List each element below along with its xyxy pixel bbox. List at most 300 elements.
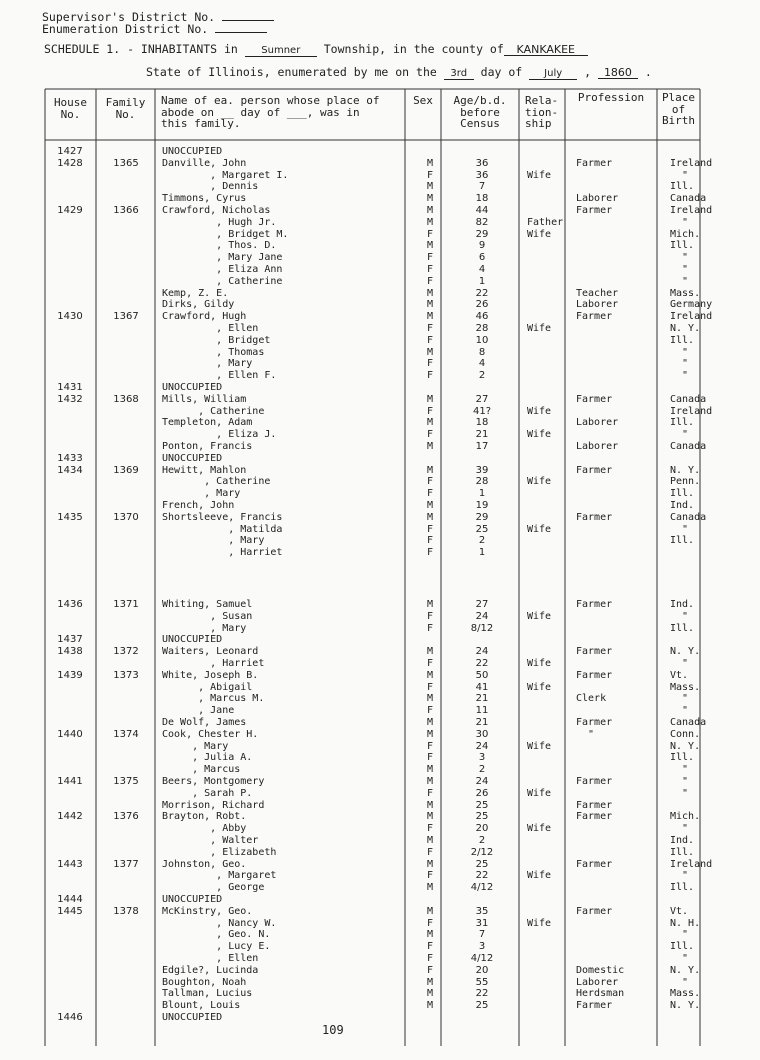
table-row <box>0 488 760 500</box>
birthplace-cell: Mass. <box>670 682 701 693</box>
family-cell: 1377 <box>113 859 139 870</box>
year-value: 1860 <box>598 67 638 79</box>
name-cell: Johnston, Geo. <box>162 859 247 870</box>
house-cell: 1444 <box>57 894 83 905</box>
name-cell: , Margaret I. <box>162 170 289 181</box>
table-row <box>0 611 760 623</box>
birthplace-cell: " <box>670 705 689 716</box>
birthplace-cell: " <box>670 370 689 381</box>
day-value: 3rd <box>444 68 474 80</box>
sex-cell: M <box>426 193 434 204</box>
birthplace-cell: Ireland <box>670 311 713 322</box>
sex-cell: M <box>426 906 434 917</box>
month-value: July <box>529 68 577 80</box>
sex-cell: F <box>426 335 434 346</box>
age-cell: 22 <box>475 288 489 299</box>
sex-cell: M <box>426 717 434 728</box>
name-cell: Morrison, Richard <box>162 800 265 811</box>
name-cell: , Harriet <box>162 658 265 669</box>
birthplace-cell: Ill. <box>670 417 695 428</box>
age-cell: 35 <box>475 906 489 917</box>
table-row <box>0 382 760 394</box>
family-cell: 1372 <box>113 646 139 657</box>
age-cell: 24 <box>475 611 489 622</box>
relationship-cell: Wife <box>527 918 552 929</box>
house-cell: 1445 <box>57 906 83 917</box>
column-header-family: Family No. <box>105 96 146 121</box>
sex-cell: M <box>426 670 434 681</box>
age-cell: 41? <box>472 406 492 417</box>
name-cell: , Ellen <box>162 953 259 964</box>
table-row <box>0 547 760 559</box>
name-cell: French, John <box>162 500 235 511</box>
family-cell: 1365 <box>113 158 139 169</box>
name-cell: , Mary <box>162 535 265 546</box>
table-row <box>0 670 760 682</box>
table-row <box>0 181 760 193</box>
table-row <box>0 870 760 882</box>
relationship-cell: Wife <box>527 870 552 881</box>
table-row <box>0 276 760 288</box>
name-cell: , Bridget M. <box>162 229 289 240</box>
profession-cell: Laborer <box>576 977 619 988</box>
name-cell: , Abigail <box>162 682 253 693</box>
birthplace-cell: Ireland <box>670 158 713 169</box>
profession-cell: Farmer <box>576 906 613 917</box>
age-cell: 7 <box>478 181 486 192</box>
profession-cell: Farmer <box>576 1000 613 1011</box>
family-cell: 1376 <box>113 811 139 822</box>
birthplace-cell: Canada <box>670 193 707 204</box>
age-cell: 27 <box>475 394 489 405</box>
table-row <box>0 788 760 800</box>
column-header-sex: Sex <box>413 94 433 107</box>
birthplace-cell: Ill. <box>670 181 695 192</box>
name-cell: Waiters, Leonard <box>162 646 259 657</box>
name-cell: , Mary <box>162 358 253 369</box>
sex-cell: M <box>426 181 434 192</box>
age-cell: 25 <box>475 800 489 811</box>
table-row <box>0 717 760 729</box>
sex-cell: F <box>426 535 434 546</box>
age-cell: 27 <box>475 599 489 610</box>
birthplace-cell: " <box>670 870 689 881</box>
age-cell: 2 <box>478 535 486 546</box>
name-cell: , Eliza Ann <box>162 264 283 275</box>
table-row <box>0 764 760 776</box>
sex-cell: F <box>426 741 434 752</box>
sex-cell: F <box>426 823 434 834</box>
table-row <box>0 705 760 717</box>
age-cell: 28 <box>475 323 489 334</box>
sex-cell: M <box>426 646 434 657</box>
sex-cell: M <box>426 977 434 988</box>
sex-cell: M <box>426 158 434 169</box>
profession-cell: Laborer <box>576 441 619 452</box>
name-cell: Blount, Louis <box>162 1000 241 1011</box>
table-row <box>0 929 760 941</box>
birthplace-cell: Mich. <box>670 229 701 240</box>
house-cell: 1439 <box>57 670 83 681</box>
relationship-cell: Wife <box>527 741 552 752</box>
name-cell: Crawford, Hugh <box>162 311 247 322</box>
name-cell: , Geo. N. <box>162 929 271 940</box>
table-row <box>0 811 760 823</box>
name-cell: , George <box>162 882 265 893</box>
birthplace-cell: N. Y. <box>670 741 701 752</box>
sex-cell: M <box>426 729 434 740</box>
profession-cell: Herdsman <box>576 988 625 999</box>
sex-cell: M <box>426 800 434 811</box>
table-row <box>0 252 760 264</box>
name-cell: Templeton, Adam <box>162 417 253 428</box>
age-cell: 10 <box>475 335 489 346</box>
table-row <box>0 323 760 335</box>
table-row <box>0 535 760 547</box>
name-cell: , Matilda <box>162 524 283 535</box>
sex-cell: F <box>426 658 434 669</box>
relationship-cell: Wife <box>527 323 552 334</box>
house-cell: 1441 <box>57 776 83 787</box>
name-cell: UNOCCUPIED <box>162 382 223 393</box>
birthplace-cell: Ill. <box>670 882 695 893</box>
age-cell: 7 <box>478 929 486 940</box>
name-cell: , Eliza J. <box>162 429 277 440</box>
birthplace-cell: Canada <box>670 394 707 405</box>
name-cell: , Harriet <box>162 547 283 558</box>
age-cell: 22 <box>475 658 489 669</box>
house-cell: 1429 <box>57 205 83 216</box>
age-cell: 55 <box>475 977 489 988</box>
birthplace-cell: " <box>670 264 689 275</box>
schedule-line: SCHEDULE 1. - INHABITANTS in Sumner Township, in the county of KANKAKEE <box>44 43 588 57</box>
name-cell: , Walter <box>162 835 259 846</box>
relationship-cell: Wife <box>527 170 552 181</box>
birthplace-cell: Conn. <box>670 729 701 740</box>
sex-cell: M <box>426 835 434 846</box>
sex-cell: F <box>426 965 434 976</box>
sex-cell: F <box>426 170 434 181</box>
table-row <box>0 847 760 859</box>
name-cell: , Julia A. <box>162 752 253 763</box>
sex-cell: F <box>426 788 434 799</box>
table-row <box>0 894 760 906</box>
sex-cell: F <box>426 705 434 716</box>
house-cell: 1435 <box>57 512 83 523</box>
house-cell: 1432 <box>57 394 83 405</box>
age-cell: 4/12 <box>470 953 494 964</box>
age-cell: 82 <box>475 217 489 228</box>
name-cell: , Mary <box>162 623 247 634</box>
birthplace-cell: Ind. <box>670 500 695 511</box>
age-cell: 24 <box>475 741 489 752</box>
birthplace-cell: Ind. <box>670 599 695 610</box>
profession-cell: Farmer <box>576 646 613 657</box>
table-row <box>0 193 760 205</box>
column-header-relationship: Rela- tion- ship <box>525 94 559 130</box>
birthplace-cell: Vt. <box>670 906 689 917</box>
birthplace-cell: Mass. <box>670 988 701 999</box>
table-row <box>0 823 760 835</box>
family-cell: 1375 <box>113 776 139 787</box>
name-cell: , Ellen <box>162 323 259 334</box>
name-cell: Cook, Chester H. <box>162 729 259 740</box>
name-cell: Edgile?, Lucinda <box>162 965 259 976</box>
name-cell: White, Joseph B. <box>162 670 259 681</box>
column-header-name: Name of ea. person whose place of abode on __ day of ___, was in this family. <box>161 94 380 130</box>
age-cell: 21 <box>475 717 489 728</box>
profession-cell: Clerk <box>576 693 607 704</box>
column-header-profession: Profession <box>577 91 645 104</box>
birthplace-cell: " <box>670 347 689 358</box>
sex-cell: M <box>426 811 434 822</box>
table-row <box>0 476 760 488</box>
family-cell: 1370 <box>113 512 139 523</box>
sex-cell: F <box>426 252 434 263</box>
house-cell: 1446 <box>57 1012 83 1023</box>
sex-cell: M <box>426 288 434 299</box>
birthplace-cell: Ireland <box>670 205 713 216</box>
sex-cell: M <box>426 693 434 704</box>
house-cell: 1433 <box>57 453 83 464</box>
birthplace-cell: Ill. <box>670 623 695 634</box>
name-cell: Kemp, Z. E. <box>162 288 229 299</box>
age-cell: 36 <box>475 158 489 169</box>
name-cell: , Hugh Jr. <box>162 217 277 228</box>
table-row <box>0 217 760 229</box>
age-cell: 20 <box>475 965 489 976</box>
age-cell: 6 <box>478 252 486 263</box>
name-cell: Hewitt, Mahlon <box>162 465 247 476</box>
sex-cell: M <box>426 394 434 405</box>
profession-cell: Teacher <box>576 288 619 299</box>
sex-cell: F <box>426 524 434 535</box>
birthplace-cell: Germany <box>670 299 713 310</box>
age-cell: 3 <box>478 941 486 952</box>
table-row <box>0 988 760 1000</box>
table-row <box>0 394 760 406</box>
name-cell: Ponton, Francis <box>162 441 253 452</box>
age-cell: 44 <box>475 205 489 216</box>
profession-cell: Farmer <box>576 158 613 169</box>
birthplace-cell: " <box>670 693 689 704</box>
age-cell: 26 <box>475 299 489 310</box>
family-cell: 1368 <box>113 394 139 405</box>
profession-cell: Farmer <box>576 811 613 822</box>
name-cell: Timmons, Cyrus <box>162 193 247 204</box>
birthplace-cell: N. Y. <box>670 646 701 657</box>
state-line: State of Illinois, enumerated by me on the 3rd day of July , 1860 . <box>146 65 652 79</box>
table-row <box>0 906 760 918</box>
table-row <box>0 634 760 646</box>
sex-cell: F <box>426 358 434 369</box>
age-cell: 22 <box>475 870 489 881</box>
table-row <box>0 441 760 453</box>
age-cell: 30 <box>475 729 489 740</box>
table-row <box>0 965 760 977</box>
sex-cell: F <box>426 953 434 964</box>
column-header-birthplace: Place of Birth <box>661 91 696 127</box>
age-cell: 2/12 <box>470 847 494 858</box>
name-cell: , Abby <box>162 823 247 834</box>
column-header-house: House No. <box>53 96 88 121</box>
birthplace-cell: Canada <box>670 512 707 523</box>
relationship-cell: Father <box>527 217 564 228</box>
name-cell: , Susan <box>162 611 253 622</box>
age-cell: 50 <box>475 670 489 681</box>
table-row <box>0 146 760 158</box>
birthplace-cell: Ill. <box>670 335 695 346</box>
birthplace-cell: Canada <box>670 717 707 728</box>
age-cell: 1 <box>478 276 486 287</box>
sex-cell: F <box>426 229 434 240</box>
sex-cell: M <box>426 347 434 358</box>
sex-cell: F <box>426 323 434 334</box>
house-cell: 1427 <box>57 146 83 157</box>
table-row <box>0 205 760 217</box>
table-row <box>0 358 760 370</box>
table-row <box>0 953 760 965</box>
name-cell: De Wolf, James <box>162 717 247 728</box>
sex-cell: F <box>426 870 434 881</box>
name-cell: , Thomas <box>162 347 265 358</box>
table-row <box>0 240 760 252</box>
birthplace-cell: Ill. <box>670 488 695 499</box>
name-cell: UNOCCUPIED <box>162 894 223 905</box>
age-cell: 41 <box>475 682 489 693</box>
house-cell: 1438 <box>57 646 83 657</box>
profession-cell: " <box>576 729 595 740</box>
birthplace-cell: " <box>670 358 689 369</box>
profession-cell: Farmer <box>576 670 613 681</box>
sex-cell: M <box>426 988 434 999</box>
sex-cell: F <box>426 752 434 763</box>
name-cell: Crawford, Nicholas <box>162 205 271 216</box>
house-cell: 1430 <box>57 311 83 322</box>
table-row <box>0 370 760 382</box>
profession-cell: Domestic <box>576 965 625 976</box>
name-cell: Whiting, Samuel <box>162 599 253 610</box>
sex-cell: F <box>426 488 434 499</box>
profession-cell: Farmer <box>576 205 613 216</box>
name-cell: Shortsleeve, Francis <box>162 512 283 523</box>
relationship-cell: Wife <box>527 611 552 622</box>
table-row <box>0 693 760 705</box>
sex-cell: F <box>426 370 434 381</box>
page-number: 109 <box>322 1023 344 1037</box>
birthplace-cell: Ill. <box>670 240 695 251</box>
table-row <box>0 882 760 894</box>
sex-cell: F <box>426 476 434 487</box>
name-cell: , Dennis <box>162 181 259 192</box>
age-cell: 29 <box>475 512 489 523</box>
table-row <box>0 500 760 512</box>
age-cell: 20 <box>475 823 489 834</box>
profession-cell: Laborer <box>576 299 619 310</box>
birthplace-cell: " <box>670 776 689 787</box>
birthplace-cell: Ireland <box>670 406 713 417</box>
sex-cell: M <box>426 465 434 476</box>
family-cell: 1374 <box>113 729 139 740</box>
age-cell: 28 <box>475 476 489 487</box>
name-cell: , Mary Jane <box>162 252 283 263</box>
table-row <box>0 512 760 524</box>
profession-cell: Farmer <box>576 512 613 523</box>
name-cell: Mills, William <box>162 394 247 405</box>
table-row <box>0 776 760 788</box>
age-cell: 2 <box>478 370 486 381</box>
name-cell: UNOCCUPIED <box>162 146 223 157</box>
sex-cell: M <box>426 929 434 940</box>
age-cell: 25 <box>475 859 489 870</box>
sex-cell: M <box>426 205 434 216</box>
age-cell: 46 <box>475 311 489 322</box>
name-cell: , Mary <box>162 488 241 499</box>
sex-cell: M <box>426 417 434 428</box>
age-cell: 1 <box>478 547 486 558</box>
name-cell: UNOCCUPIED <box>162 634 223 645</box>
family-cell: 1366 <box>113 205 139 216</box>
sex-cell: F <box>426 547 434 558</box>
profession-cell: Farmer <box>576 717 613 728</box>
table-row <box>0 264 760 276</box>
age-cell: 24 <box>475 776 489 787</box>
name-cell: , Jane <box>162 705 235 716</box>
age-cell: 25 <box>475 811 489 822</box>
age-cell: 19 <box>475 500 489 511</box>
birthplace-cell: " <box>670 524 689 535</box>
sex-cell: F <box>426 406 434 417</box>
birthplace-cell: N. Y. <box>670 323 701 334</box>
sex-cell: M <box>426 1000 434 1011</box>
name-cell: Dirks, Gildy <box>162 299 235 310</box>
profession-cell: Farmer <box>576 859 613 870</box>
birthplace-cell: Mich. <box>670 811 701 822</box>
birthplace-cell: Penn. <box>670 476 701 487</box>
birthplace-cell: Canada <box>670 441 707 452</box>
name-cell: , Sarah P. <box>162 788 253 799</box>
house-cell: 1436 <box>57 599 83 610</box>
table-row <box>0 299 760 311</box>
birthplace-cell: " <box>670 929 689 940</box>
birthplace-cell: " <box>670 977 689 988</box>
house-cell: 1431 <box>57 382 83 393</box>
relationship-cell: Wife <box>527 658 552 669</box>
sex-cell: M <box>426 512 434 523</box>
sex-cell: F <box>426 429 434 440</box>
sex-cell: F <box>426 941 434 952</box>
age-cell: 21 <box>475 429 489 440</box>
relationship-cell: Wife <box>527 229 552 240</box>
county-name: KANKAKEE <box>504 44 588 56</box>
age-cell: 11 <box>475 705 489 716</box>
sex-cell: M <box>426 500 434 511</box>
profession-cell: Farmer <box>576 776 613 787</box>
profession-cell: Farmer <box>576 800 613 811</box>
birthplace-cell: N. H. <box>670 918 701 929</box>
birthplace-cell: N. Y. <box>670 1000 701 1011</box>
birthplace-cell: Ill. <box>670 535 695 546</box>
sex-cell: M <box>426 882 434 893</box>
table-row <box>0 1012 760 1024</box>
table-row <box>0 335 760 347</box>
relationship-cell: Wife <box>527 476 552 487</box>
name-cell: Beers, Montgomery <box>162 776 265 787</box>
name-cell: UNOCCUPIED <box>162 453 223 464</box>
sex-cell: F <box>426 276 434 287</box>
sex-cell: M <box>426 240 434 251</box>
name-cell: Danville, John <box>162 158 247 169</box>
